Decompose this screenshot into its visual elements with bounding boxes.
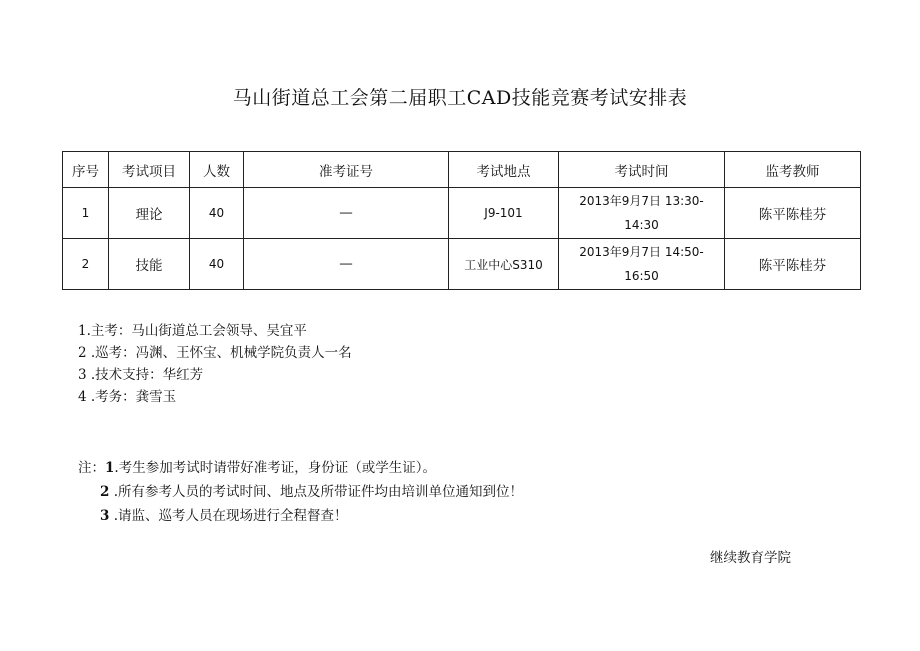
issuer-signature: 继续教育学院: [710, 550, 791, 566]
cell-ticket: —: [244, 239, 449, 290]
note-number: 2: [100, 484, 110, 500]
staff-exam-affairs: 4 .考务：龚雪玉: [78, 389, 177, 405]
cell-teacher: 陈平陈桂芬: [725, 188, 861, 239]
header-count: 人数: [190, 152, 244, 188]
note-text: .所有参考人员的考试时间、地点及所带证件均由培训单位通知到位！: [109, 484, 523, 500]
header-ticket: 准考证号: [244, 152, 449, 188]
note-item: [78, 480, 523, 504]
cell-time-line2: 14:30: [624, 218, 659, 232]
cell-time-line1: 2013年9月7日 13:30-: [579, 194, 704, 208]
cell-ticket: —: [244, 188, 449, 239]
staff-chief-examiner: 1.主考：马山街道总工会领导、吴宜平: [78, 323, 307, 339]
header-time: 考试时间: [559, 152, 725, 188]
cell-place: J9-101: [449, 188, 559, 239]
cell-item: 理论: [109, 188, 190, 239]
note-number: 3: [100, 508, 110, 524]
cell-time: [559, 239, 725, 290]
table-row: [63, 239, 861, 290]
notes-prefix: 注：: [78, 460, 105, 476]
cell-item: 技能: [109, 239, 190, 290]
document-title: 马山街道总工会第二届职工CAD技能竞赛考试安排表: [232, 87, 688, 109]
cell-time: [559, 188, 725, 239]
cell-time-line2: 16:50: [624, 269, 659, 283]
table-header-row: [63, 152, 861, 188]
header-no: 序号: [63, 152, 109, 188]
cell-no: 1: [63, 188, 109, 239]
cell-count: 40: [190, 188, 244, 239]
header-place: 考试地点: [449, 152, 559, 188]
table-row: [63, 188, 861, 239]
cell-no: 2: [63, 239, 109, 290]
cell-place: 工业中心S310: [449, 239, 559, 290]
note-text: .请监、巡考人员在现场进行全程督查！: [109, 508, 348, 524]
cell-teacher: 陈平陈桂芬: [725, 239, 861, 290]
header-teacher: 监考教师: [725, 152, 861, 188]
note-item: [78, 504, 523, 528]
note-item: [78, 456, 523, 480]
header-item: 考试项目: [109, 152, 190, 188]
staff-tech-support: 3 .技术支持：华红芳: [78, 367, 204, 383]
notes-section: [78, 456, 523, 528]
cell-time-line1: 2013年9月7日 14:50-: [579, 245, 704, 259]
staff-list: [78, 320, 352, 408]
cell-count: 40: [190, 239, 244, 290]
exam-schedule-table: [62, 151, 861, 290]
note-text: .考生参加考试时请带好准考证，身份证（或学生证）。: [114, 460, 436, 476]
note-number: 1: [105, 460, 115, 476]
staff-patrol: 2 .巡考：冯渊、王怀宝、机械学院负责人一名: [78, 345, 352, 361]
